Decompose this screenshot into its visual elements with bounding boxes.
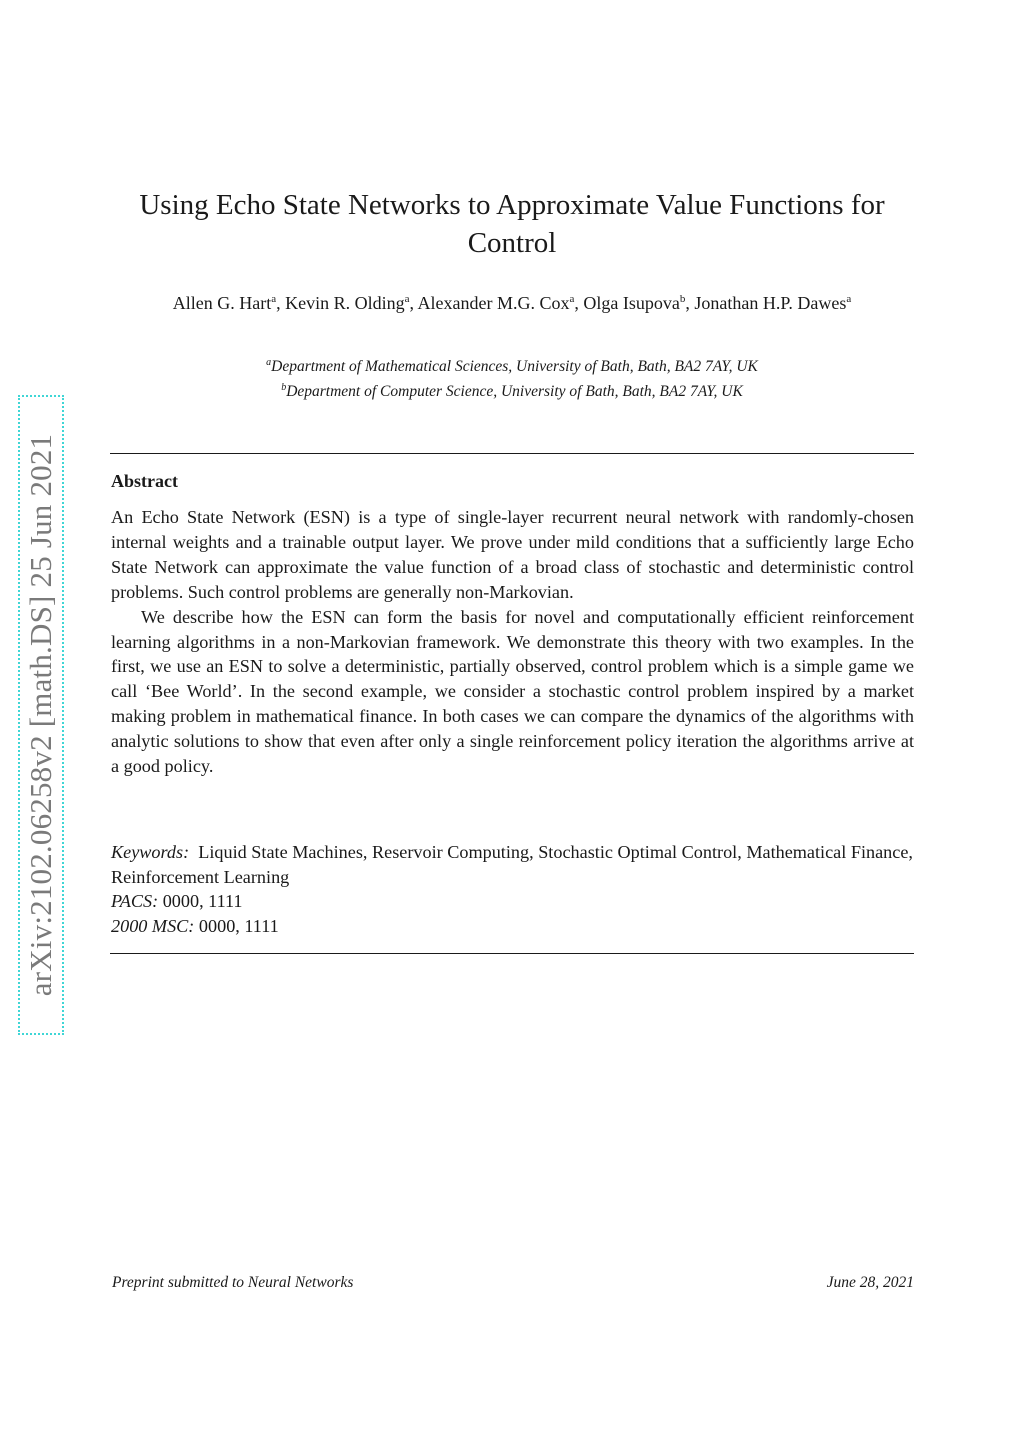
author-name: Allen G. Hart bbox=[172, 293, 272, 313]
affiliation-item bbox=[112, 352, 912, 377]
abstract-top-rule bbox=[110, 453, 914, 454]
author-name: Kevin R. Olding bbox=[285, 293, 405, 313]
affiliation-list bbox=[112, 352, 912, 402]
pacs-label: PACS: bbox=[111, 891, 159, 911]
preprint-note: Preprint submitted to Neural Networks bbox=[112, 1274, 354, 1291]
author-affiliation-mark: a bbox=[404, 293, 410, 305]
affiliation-item bbox=[112, 377, 912, 402]
paper-title: Using Echo State Networks to Approximate Value Functions for Control bbox=[139, 189, 885, 259]
keywords-label: Keywords: bbox=[111, 842, 190, 862]
affiliation-text: Department of Computer Science, University of Bath, Bath, BA2 7AY, UK bbox=[286, 383, 743, 401]
author-affiliation-mark: a bbox=[846, 293, 852, 305]
affiliation-mark: b bbox=[281, 382, 287, 394]
pacs-line bbox=[111, 889, 914, 914]
author-name: Jonathan H.P. Dawes bbox=[694, 293, 847, 313]
affiliation-mark: a bbox=[266, 357, 272, 368]
abstract-paragraph: An Echo State Network (ESN) is a type of single-layer recurrent neural network with randomly-chosen internal weights and a trainable output layer. We prove under mild conditions that a sufficiently large Echo State Network can approximate the value function of a broad class of stochastic and deterministic control problems. Such control problems are generally non-Markovian. bbox=[111, 507, 914, 602]
msc-text: 0000, 1111 bbox=[198, 915, 279, 936]
keywords-block bbox=[111, 840, 914, 938]
abstract-paragraph: We describe how the ESN can form the basis for novel and computationally efficient reinforcement learning algorithms in a non-Markovian framework. We demonstrate this theory with two examples. In the first, we use an ESN to solve a deterministic, partially observed, control problem which is a simple game we call ‘Bee World’. In the second example, we consider a stochastic control problem inspired by a market making problem in mathematical finance. In both cases we can compare the dynamics of the algorithms with analytic solutions to show that even after only a single reinforcement policy iteration the algorithms arrive at a good policy. bbox=[111, 606, 914, 777]
abstract-heading: Abstract bbox=[111, 471, 178, 491]
author-name: Olga Isupova bbox=[583, 293, 680, 313]
abstract-bottom-rule bbox=[110, 953, 914, 954]
author-list: Allen G. Hart$^a$, Kevin R. Olding$^a$, Alexander M.G. Cox$^a$, Olga Isupova$^b$, Jonathan H.P. Dawes$^a$ bbox=[172, 293, 852, 313]
msc-line bbox=[111, 914, 914, 939]
arxiv-identifier: arXiv:2102.06258v2 [math.DS] 25 Jun 2021 bbox=[23, 433, 58, 997]
keywords-line bbox=[111, 840, 914, 889]
author-affiliation-mark: a bbox=[271, 293, 277, 305]
affiliation-text: Department of Mathematical Sciences, University of Bath, Bath, BA2 7AY, UK bbox=[271, 358, 758, 376]
msc-label: 2000 MSC: bbox=[111, 915, 195, 936]
pacs-text: 0000, 1111 bbox=[162, 891, 243, 911]
arxiv-stamp bbox=[18, 395, 64, 1035]
keywords-text: Liquid State Machines, Reservoir Computing, Stochastic Optimal Control, Mathematical Finance, Reinforcement Learning bbox=[111, 842, 913, 887]
author-affiliation-mark: a bbox=[569, 293, 575, 305]
author-affiliation-mark: b bbox=[679, 293, 686, 305]
footer-date: June 28, 2021 bbox=[826, 1274, 914, 1291]
author-name: Alexander M.G. Cox bbox=[417, 293, 570, 313]
abstract-body bbox=[111, 505, 914, 779]
